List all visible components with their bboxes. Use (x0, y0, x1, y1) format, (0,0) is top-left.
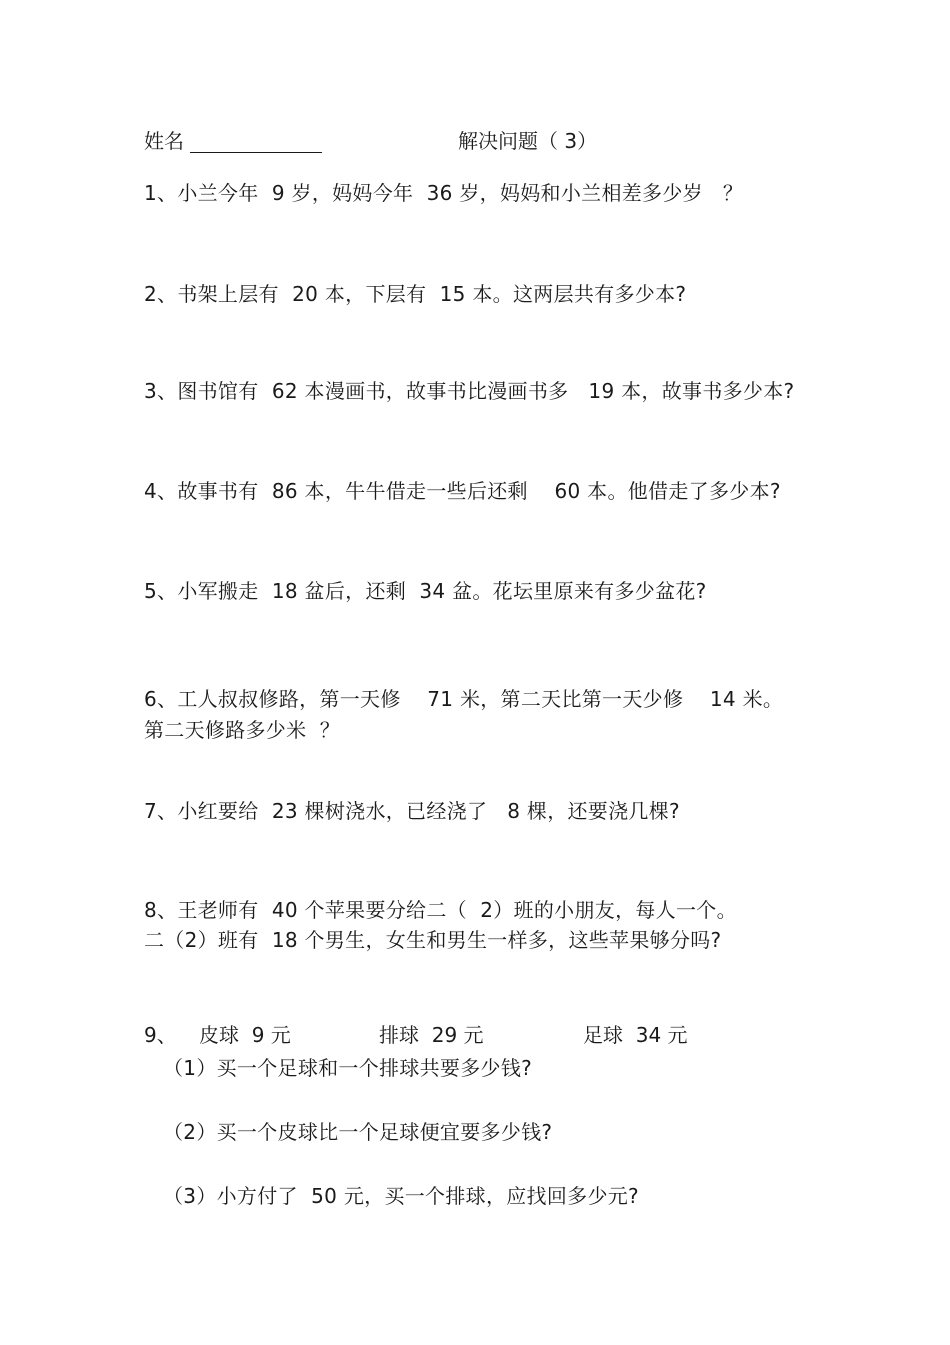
question-6-line-1: 6、工人叔叔修路，第一天修 71 米，第二天比第一天少修 14 米。 (144, 687, 784, 711)
name-label: 姓名 (144, 129, 184, 153)
price-item-volleyball: 排球 29 元 (379, 1023, 484, 1047)
question-8-line-1: 8、王老师有 40 个苹果要分给二（ 2）班的小朋友，每人一个。 (144, 898, 737, 922)
worksheet-title: 解决问题（ 3） (458, 129, 598, 153)
question-9-sub-3: （3）小方付了 50 元，买一个排球，应找回多少元? (163, 1184, 639, 1208)
question-8-line-2: 二（2）班有 18 个男生，女生和男生一样多，这些苹果够分吗? (144, 928, 722, 952)
name-blank-line (190, 152, 322, 153)
question-9-number: 9、 (144, 1023, 177, 1047)
price-item-football: 足球 34 元 (583, 1023, 688, 1047)
question-9-sub-2: （2）买一个皮球比一个足球便宜要多少钱? (163, 1120, 553, 1144)
question-6-line-2: 第二天修路多少米 ？ (144, 718, 341, 742)
question-7: 7、小红要给 23 棵树浇水，已经浇了 8 棵，还要浇几棵? (144, 799, 680, 823)
question-5: 5、小军搬走 18 盆后，还剩 34 盆。花坛里原来有多少盆花? (144, 579, 707, 603)
question-1: 1、小兰今年 9 岁，妈妈今年 36 岁，妈妈和小兰相差多少岁 ？ (144, 181, 744, 205)
question-2: 2、书架上层有 20 本，下层有 15 本。这两层共有多少本? (144, 282, 687, 306)
question-3: 3、图书馆有 62 本漫画书，故事书比漫画书多 19 本，故事书多少本? (144, 379, 795, 403)
question-4: 4、故事书有 86 本，牛牛借走一些后还剩 60 本。他借走了多少本? (144, 479, 781, 503)
question-9-sub-1: （1）买一个足球和一个排球共要多少钱? (163, 1056, 533, 1080)
price-item-ball: 皮球 9 元 (199, 1023, 291, 1047)
